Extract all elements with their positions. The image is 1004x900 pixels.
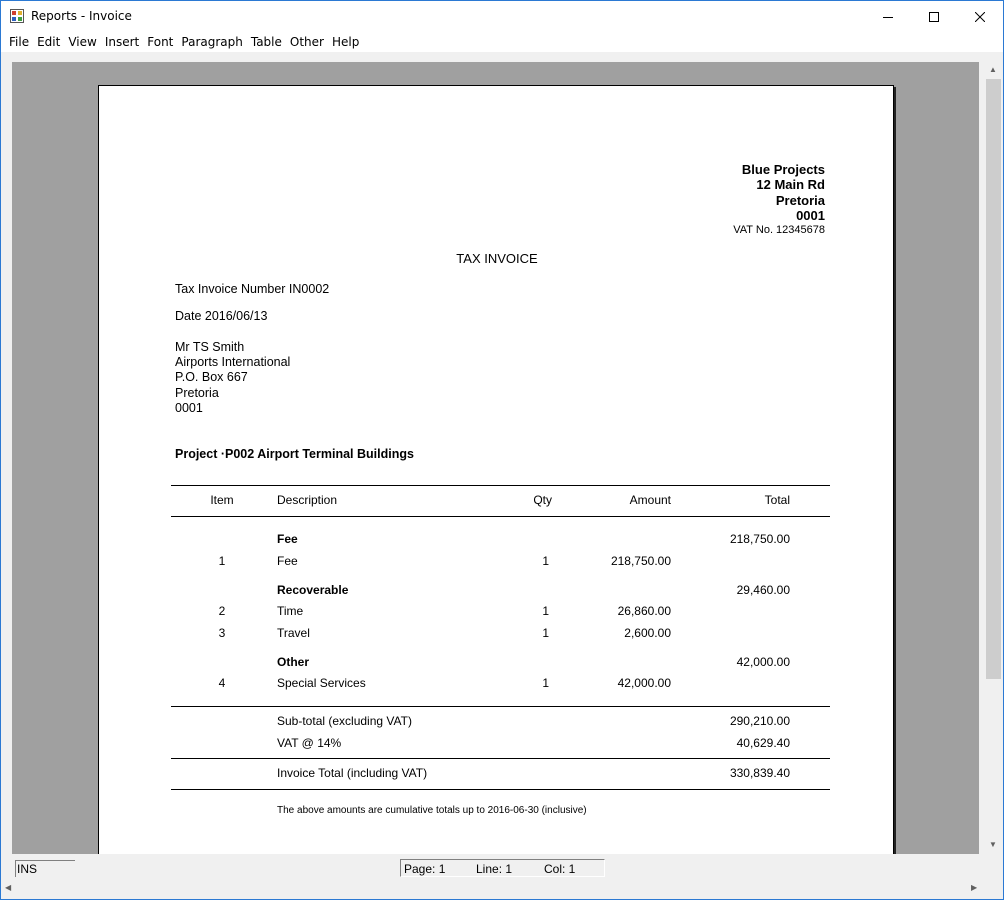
client-code: 0001 xyxy=(175,401,203,415)
row-description: Special Services xyxy=(277,676,366,690)
menu-table[interactable]: Table xyxy=(250,35,282,49)
row-description: Time xyxy=(277,604,304,618)
group-name: Recoverable xyxy=(277,583,349,597)
row-qty: 1 xyxy=(542,604,549,618)
doc-title: TAX INVOICE xyxy=(456,251,538,266)
header-amount: Amount xyxy=(629,493,671,507)
menu-view[interactable]: View xyxy=(68,35,97,49)
row-description: Travel xyxy=(277,626,310,640)
close-icon xyxy=(975,12,985,22)
document-page[interactable] xyxy=(98,85,894,854)
menu-other[interactable]: Other xyxy=(289,35,324,49)
vat-value: 40,629.40 xyxy=(736,736,790,750)
project-title: Project ·P002 Airport Terminal Buildings xyxy=(175,447,414,461)
scroll-down-icon[interactable]: ▼ xyxy=(989,840,997,849)
menu-help[interactable]: Help xyxy=(331,35,360,49)
minimize-button[interactable] xyxy=(865,1,911,32)
row-qty: 1 xyxy=(542,626,549,640)
subtotal-value: 290,210.00 xyxy=(729,714,790,728)
row-item: 4 xyxy=(218,676,226,690)
total-value: 330,839.40 xyxy=(729,766,790,780)
menu-font[interactable]: Font xyxy=(147,35,174,49)
company-name: Blue Projects xyxy=(741,162,825,177)
group-name: Other xyxy=(277,655,310,669)
row-amount: 2,600.00 xyxy=(624,626,671,640)
table-rule-header xyxy=(171,516,830,517)
maximize-icon xyxy=(929,12,939,22)
footnote: The above amounts are cumulative totals up to 2016-06-30 (inclusive) xyxy=(277,805,587,816)
menu-file[interactable]: File xyxy=(9,35,30,49)
row-item: 3 xyxy=(218,626,226,640)
status-bar xyxy=(12,857,979,878)
subtotal-label: Sub-total (excluding VAT) xyxy=(277,714,412,728)
total-label: Invoice Total (including VAT) xyxy=(277,766,428,780)
menu-paragraph[interactable]: Paragraph xyxy=(181,35,243,49)
company-street: 12 Main Rd xyxy=(756,177,825,192)
status-mode: INS xyxy=(15,860,75,877)
header-item: Item xyxy=(210,493,234,507)
title-bar[interactable] xyxy=(1,1,1003,32)
invoice-date: Date 2016/06/13 xyxy=(175,309,268,323)
table-rule-bottom xyxy=(171,789,830,790)
scroll-right-icon[interactable]: ▶ xyxy=(971,883,978,892)
scroll-up-icon[interactable]: ▲ xyxy=(989,65,997,74)
group-total: 42,000.00 xyxy=(736,655,790,669)
app-icon xyxy=(10,9,24,23)
row-description: Fee xyxy=(277,554,298,568)
group-total: 218,750.00 xyxy=(729,532,790,546)
company-code: 0001 xyxy=(796,208,825,223)
vertical-scrollbar[interactable] xyxy=(985,62,1002,853)
menu-edit[interactable]: Edit xyxy=(37,35,61,49)
header-qty: Qty xyxy=(533,493,552,507)
table-rule-total xyxy=(171,758,830,759)
row-amount: 218,750.00 xyxy=(610,554,671,568)
status-col: Col: 1 xyxy=(544,862,576,876)
vertical-scroll-thumb[interactable] xyxy=(986,79,1001,679)
document-area[interactable] xyxy=(12,62,979,854)
row-amount: 26,860.00 xyxy=(617,604,671,618)
row-item: 1 xyxy=(218,554,226,568)
invoice-number: Tax Invoice Number IN0002 xyxy=(175,282,330,296)
client-box: P.O. Box 667 xyxy=(175,370,248,384)
minimize-icon xyxy=(883,12,893,22)
status-line: Line: 1 xyxy=(476,862,513,876)
row-amount: 42,000.00 xyxy=(617,676,671,690)
maximize-button[interactable] xyxy=(911,1,957,32)
status-position xyxy=(400,859,605,877)
window-title: Reports - Invoice xyxy=(31,9,132,23)
close-button[interactable] xyxy=(957,1,1003,32)
status-page: Page: 1 xyxy=(404,862,446,876)
horizontal-scrollbar[interactable] xyxy=(1,880,985,897)
header-description: Description xyxy=(277,493,338,507)
client-company: Airports International xyxy=(175,355,291,369)
company-vat: VAT No. 12345678 xyxy=(733,224,825,236)
client-city: Pretoria xyxy=(175,386,219,400)
row-qty: 1 xyxy=(542,554,549,568)
menu-insert[interactable]: Insert xyxy=(104,35,140,49)
group-name: Fee xyxy=(277,532,298,546)
table-rule-subtotal xyxy=(171,706,830,707)
header-total: Total xyxy=(764,493,790,507)
row-qty: 1 xyxy=(542,676,549,690)
company-city: Pretoria xyxy=(775,193,825,208)
vat-label: VAT @ 14% xyxy=(277,736,342,750)
client-name: Mr TS Smith xyxy=(175,340,245,354)
scroll-left-icon[interactable]: ◀ xyxy=(5,883,12,892)
row-item: 2 xyxy=(218,604,226,618)
group-total: 29,460.00 xyxy=(736,583,790,597)
menu-bar xyxy=(1,32,1003,52)
table-rule-top xyxy=(171,485,830,486)
